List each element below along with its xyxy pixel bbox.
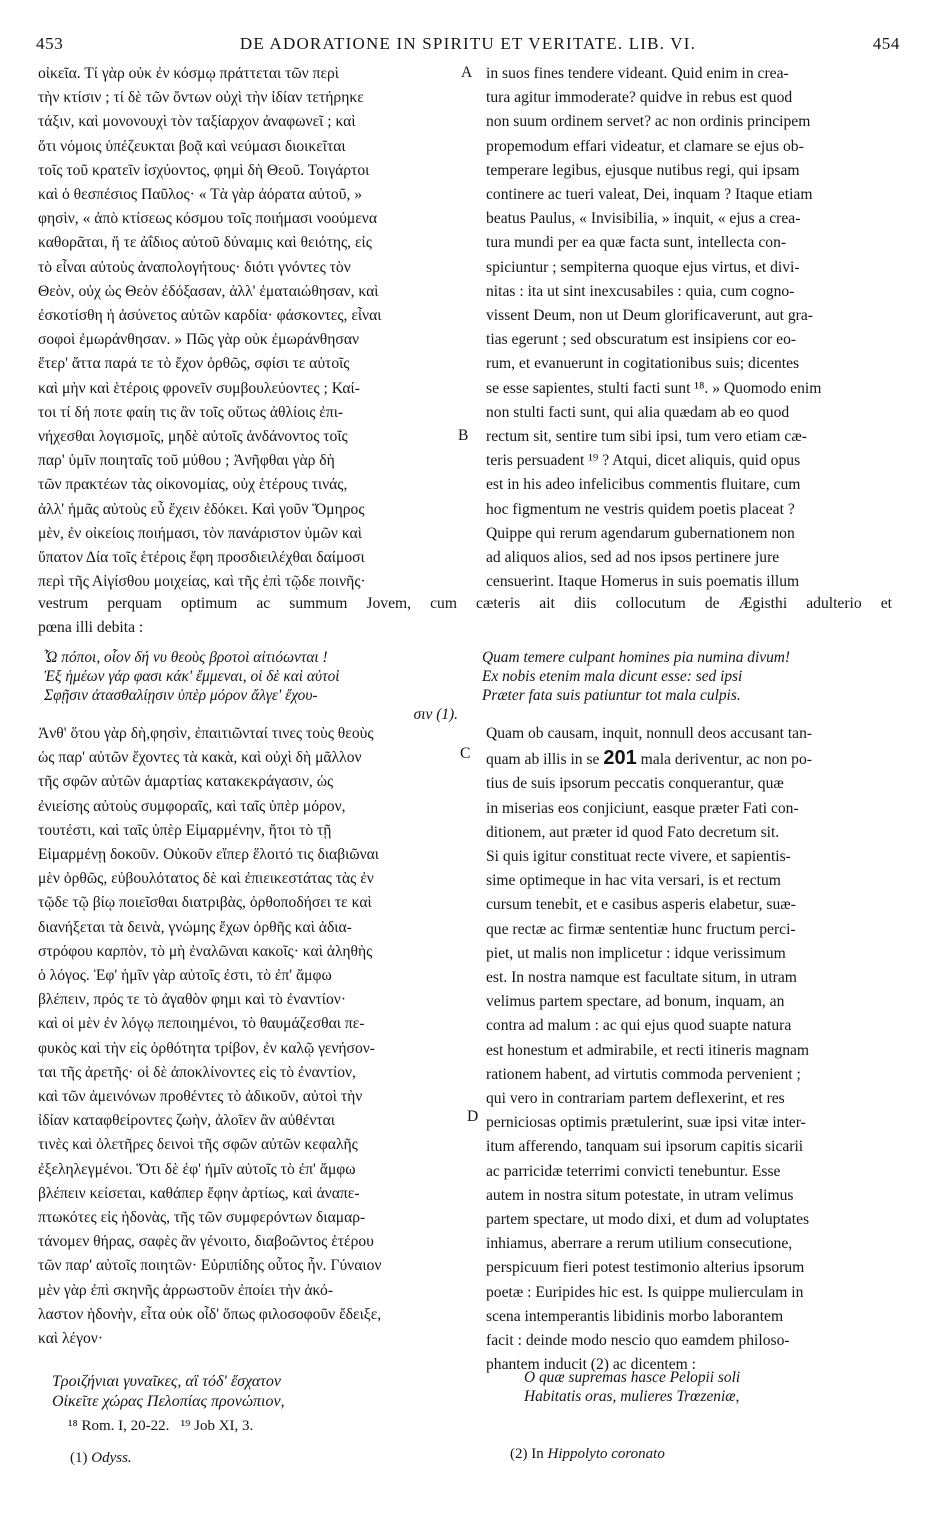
margin-letter-d: D (467, 1108, 479, 1125)
text-line: pœna illi debita : (38, 619, 144, 637)
verse-line: O quæ supremas hasce Pelopii soli (524, 1369, 741, 1386)
text-line: Εἱμαρμένῃ δοκοῦν. Οὐκοῦν εἴπερ ἕλοιτό τις διαβιῶναι (38, 846, 379, 864)
text-line: ac parricidæ teterrimi convicti tenebuntur. Esse (486, 1162, 781, 1180)
text-line: tias egerunt ; sed obscuratum est insipiens cor eo- (486, 331, 797, 349)
footnote-text: Hippolyto coronato (547, 1446, 665, 1462)
text-line: propemodum effari videatur, et clamare se ejus ob- (486, 137, 804, 155)
text-line: καθορᾶται, ἥ τε ἀΐδιος αὐτοῦ δύναμις καὶ θειότης, εἰς (38, 234, 372, 252)
page-header (36, 34, 900, 60)
greek-verse-quote-2 (52, 1372, 462, 1412)
margin-letter-b: B (458, 427, 469, 444)
verse-line: σιν (1). (413, 706, 458, 723)
text-line: τοι τί δή ποτε φαίη τις ἂν τοῖς οὕτως ἀθλίοις ἐπι- (38, 403, 344, 421)
text-line: rationem habent, ad virtutis commoda pervenient ; (486, 1065, 801, 1083)
text-line: perniciosas optimis prætulerint, suæ ipsi vitæ inter- (486, 1114, 806, 1132)
text-line: τὸ εἶναι αὐτοὺς ἀναπολογήτους· διότι γνόντες τὸν (38, 258, 351, 276)
text-line: censuerint. Itaque Homerus in suis poematis illum (486, 573, 800, 591)
text-line: ται τῆς ἀρετῆς· οἱ δὲ ἀποκλίνοντες εἰς τὸ ἐναντίον, (38, 1063, 356, 1081)
running-title: DE ADORATIONE IN SPIRITU ET VERITATE. LIB. VI. (239, 34, 697, 53)
text-line: inhiamus, aberrare a rerum utilium consecutione, (486, 1235, 793, 1253)
latin-verse-quote-2 (524, 1368, 894, 1406)
text-line: ἐξεληλεγμένοι. Ὅτι δὲ ἐφ' ἡμῖν αὐτοῖς τὸ ἐπ' ἄμφω (38, 1160, 356, 1178)
text-line: autem in nostra situm potestate, in utram velimus (486, 1186, 794, 1204)
text-fragment: quam ab illis in se (486, 751, 600, 769)
footnote-text: Odyss. (91, 1450, 132, 1466)
text-line: nitas : ita ut sint inexcusabiles : quia, cum cogno- (486, 282, 795, 300)
edition-page-marker: 201 (603, 747, 637, 770)
text-line: τῆς σφῶν αὐτῶν ἁμαρτίας κατακεκράγασιν, ὡς (38, 773, 334, 791)
verse-line: Habitatis oras, mulieres Trœzeniæ, (524, 1388, 740, 1405)
text-line: facit : deinde modo nescio quo eamdem philoso- (486, 1332, 790, 1350)
text-line: καὶ ὁ θεσπέσιος Παῦλος· « Τὰ γὰρ ἀόρατα αὐτοῦ, » (38, 186, 363, 204)
text-line: partem spectare, ut modo dixi, et dum ad voluptates (486, 1211, 810, 1229)
text-line: τῶν πρακτέων τὰς οἰκονομίας, οὐχ ἑτέρους τινάς, (38, 476, 348, 494)
text-line: scena intemperantis libidinis morbo laborantem (486, 1307, 784, 1325)
footnote-number: (1) (70, 1450, 88, 1466)
text-line: οἰκεῖα. Τί γὰρ οὐκ ἐν κόσμῳ πράττεται τῶν περὶ (38, 65, 339, 82)
text-line: λαστον ἡδονὴν, εἶτα οὐκ οἶδ' ὅπως φιλοσοφοῦν ἔδειξε, (38, 1305, 382, 1323)
verse-line: Τροιζήνιαι γυναῖκες, αἳ τόδ' ἔσχατον (52, 1373, 281, 1390)
text-line: tius de suis ipsorum peccatis conquerantur, quæ (486, 775, 784, 793)
text-line: ditionem, aut præter id quod Fato decretum sit. (486, 823, 780, 841)
text-line: qui vero in contrariam partem deflexerint, et res (486, 1090, 785, 1108)
verse-line: Ὦ πόποι, οἷον δή νυ θεοὺς βροτοὶ αἰτιόωνται ! (44, 649, 328, 666)
text-line: tura mundi per ea quæ facta sunt, intellecta con- (486, 234, 787, 252)
text-line: μὲν γὰρ ἐπὶ σκηνῆς ἀρρωστοῦν ἐποίει τὴν ἀκό- (38, 1281, 334, 1299)
text-line: ὕπατον Δία τοῖς ἑτέροις ἔφη προσδιειλέχθαι δαίμοσι (38, 549, 365, 567)
text-line: in miserias eos conjiciunt, easque præter Fati con- (486, 799, 799, 817)
text-line: in suos fines tendere videant. Quid enim in crea- (486, 65, 789, 82)
text-line: spiciuntur ; sempiterna quoque ejus virtus, et divi- (486, 258, 800, 276)
text-line: poetæ : Euripides hic est. Is quippe mulierculam in (486, 1283, 804, 1301)
text-line (486, 746, 892, 772)
text-fragment: mala deriventur, ac non po- (640, 751, 812, 769)
text-line: καὶ τῶν ἀμεινόνων προθέντες τὸ ἀδικοῦν, αὐτοὶ τὴν (38, 1088, 363, 1106)
verse-line: Præter fata suis patiuntur tot mala culpis. (482, 687, 741, 704)
page-number-left: 453 (36, 34, 64, 53)
text-line: Θεὸν, οὐχ ὡς Θεὸν ἐδόξασαν, ἀλλ' ἐματαιώθησαν, καὶ (38, 282, 379, 300)
text-line: sime optimeque in hac vita versari, is et rectum (486, 872, 781, 890)
footnote-1 (70, 1450, 132, 1467)
text-line: contra ad malum : ac qui ejus quod suapte natura (486, 1017, 792, 1035)
footnote-number: (2) In (510, 1446, 544, 1462)
text-line: est honestum et admirabile, et recti itineris magnam (486, 1041, 810, 1059)
text-line: Quam ob causam, inquit, nonnull deos accusant tan- (486, 725, 813, 742)
text-line: rum, et evanuerunt in cogitationibus suis; dicentes (486, 355, 800, 373)
text-line: vissent Deum, non ut Deum glorificaverunt, aut gra- (486, 307, 813, 325)
text-line: tura agitur immoderate? quidve in rebus est quod (486, 89, 793, 107)
text-line: est in his adeo infelicibus commentis fluitare, cum (486, 476, 801, 494)
text-line: ἕτερ' ἄττα παρά τε τὸ ἔχον ὀρθῶς, σφίσι τε αὐτοῖς (38, 355, 350, 373)
text-line: στρόφου καρπὸν, τὸ μὴ ἐναλῶναι κακοῖς· καὶ ἀληθὴς (38, 942, 373, 960)
text-line: ὁ λόγος. Ἐφ' ἡμῖν γὰρ αὐτοῖς ἐστι, τὸ ἐπ' ἄμφω (38, 967, 332, 985)
greek-verse-quote (44, 648, 464, 724)
text-line: καὶ λέγον· (38, 1330, 104, 1348)
text-line: διανήξεται τὰ δεινὰ, γνώμης ἔχων ὀρθῆς καὶ ἀδια- (38, 918, 352, 936)
text-line: que rectæ ac firmæ sententiæ hunc fructum perci- (486, 920, 796, 938)
text-line: piet, ut malis non implicetur : idque verissimum (486, 944, 786, 962)
margin-letter-c: C (460, 745, 471, 762)
verse-line: Σφῇσιν ἀτασθαλίῃσιν ὑπὲρ μόρον ἄλγε' ἔχου- (44, 687, 318, 704)
text-line: Quippe qui rerum agendarum gubernationem non (486, 524, 795, 542)
text-line: σοφοὶ ἐμωράνθησαν. » Πῶς γὰρ οὐκ ἐμωράνθησαν (38, 331, 360, 349)
text-line: non stulti facti sunt, qui alia quædam ab eo quod (486, 403, 790, 421)
text-line: τὴν κτίσιν ; τί δὲ τῶν ὄντων οὐχὶ τὴν ἰδίαν τετήρηκε (38, 89, 364, 107)
text-line: continere ac tueri valeat, Dei, inquam ? Itaque etiam (486, 186, 813, 204)
margin-letter-a: A (461, 64, 473, 81)
spanning-paragraph (38, 592, 892, 640)
text-line: vestrum perquam optimum ac summum Jovem, cum cæteris ait diis collocutum de Ægisthi adulterio et (38, 595, 892, 612)
verse-line: Ἐξ ἡμέων γάρ φασι κάκ' ἔμμεναι, οἱ δὲ καὶ αὐτοὶ (44, 668, 340, 685)
text-line: Si quis igitur constituat recte vivere, et sapientis- (486, 848, 791, 866)
text-line: se esse sapientes, stulti facti sunt ¹⁸. » Quomodo enim (486, 379, 822, 397)
text-line: μὲν, ἐν οἰκείοις ποιήμασι, τὸν πανάριστον ὑμῶν καὶ (38, 524, 362, 542)
text-line: ἀλλ' ἡμᾶς αὐτοὺς εὖ ἔχειν ἐδόκει. Καὶ γοῦν Ὅμηρος (38, 500, 365, 518)
text-line: τινὲς καὶ ὀλετῆρες δεινοὶ τῆς σφῶν αὐτῶν κεφαλῆς (38, 1136, 358, 1154)
text-line: rectum sit, sentire tum sibi ipsi, tum vero etiam cæ- (486, 428, 807, 446)
latin-verse-quote (482, 648, 892, 705)
text-line: περὶ τῆς Αἰγίσθου μοιχείας, καὶ τῆς ἐπὶ τῷδε ποινῆς· (38, 573, 366, 591)
text-line: καὶ μὴν καὶ ἑτέροις φρονεῖν συμβουλεύοντες ; Καί- (38, 379, 360, 397)
text-line: φησὶν, « ἀπὸ κτίσεως κόσμου τοῖς ποιήμασι νοούμενα (38, 210, 378, 228)
text-line: ἐνιείσης αὐτοὺς συμφοραῖς, καὶ ταῖς ὑπὲρ μόρον, (38, 797, 346, 815)
text-line: τῶν παρ' αὐτοῖς ποιητῶν· Εὐριπίδης οὗτος ἦν. Γύναιον (38, 1257, 382, 1275)
latin-column-top (486, 62, 892, 594)
verse-line: Ex nobis etenim mala dicunt esse: sed ipsi (482, 668, 743, 685)
text-line: ὡς παρ' αὐτῶν ἔχοντες τὰ κακὰ, καὶ οὐχὶ δὴ μᾶλλον (38, 749, 362, 767)
text-line: τάνομεν θήρας, σαφὲς ἂν γένοιτο, διαβοῶντος ἑτέρου (38, 1233, 374, 1251)
greek-column-bottom (38, 722, 470, 1351)
text-line: νήχεσθαι λογισμοῖς, μηδὲ αὐτοῖς ἀνδάνοντος τοῖς (38, 428, 348, 446)
text-line: cursum tenebit, et e casibus asperis elabetur, suæ- (486, 896, 796, 914)
text-line: τοῖς τοῦ κρατεῖν ἰσχύοντος, φημὶ δὴ Θεοῦ. Τοιγάρτοι (38, 161, 370, 179)
text-line: βλέπειν κείσεται, καθάπερ ἔφην ἀρτίως, καὶ ἀναπε- (38, 1184, 360, 1202)
text-line: itum afferendo, tanquam sui ipsorum capitis sicarii (486, 1138, 804, 1156)
text-line: τουτέστι, καὶ ταῖς ὑπὲρ Εἱμαρμένην, ἤτοι τὸ τῇ (38, 821, 332, 839)
verse-line: Οἰκεῖτε χώρας Πελοπίας προνώπιον, (52, 1393, 285, 1410)
text-line: καὶ οἱ μὲν ἐν λόγῳ πεποιημένοι, τὸ θαυμάζεσθαι πε- (38, 1015, 365, 1033)
text-line: ἐσκοτίσθη ἡ ἀσύνετος αὐτῶν καρδία· φάσκοντες, εἶναι (38, 307, 382, 325)
verse-line: Quam temere culpant homines pia numina divum! (482, 649, 791, 666)
greek-column-top (38, 62, 473, 594)
text-line: est. In nostra namque est facultate situm, in utram (486, 969, 797, 987)
text-line: ὅτι νόμοις ὑπέζευκται βοᾷ καὶ νεύμασι διοικεῖται (38, 137, 346, 155)
text-line: ἰδίαν καταφθείροντες ζωὴν, ἀλοῖεν ἂν αὐθένται (38, 1112, 336, 1130)
text-line: temperare legibus, ejusque nutibus regi, qui ipsam (486, 161, 800, 179)
footnote-2 (510, 1446, 665, 1463)
text-line: hoc figmentum ne vestris quidem poetis placeat ? (486, 500, 795, 518)
text-line: velimus partem spectare, ad bonum, inquam, an (486, 993, 785, 1011)
text-line: τάξιν, καὶ μονονουχὶ τὸν ταξίαρχον ἀναφωνεῖ ; καὶ (38, 113, 356, 131)
text-line: τῷδε τῷ βίῳ ποιεῖσθαι διατριβὰς, ὀρθοποδήσει τε καὶ (38, 894, 372, 912)
text-line: μὲν ὀρθῶς, εὐβουλότατος δὲ καὶ ἐπιεικεστάτας τὰς ἐν (38, 870, 374, 888)
page-number-right: 454 (872, 34, 900, 53)
text-line: teris persuadent ¹⁹ ? Atqui, dicet aliquis, quid opus (486, 452, 801, 470)
text-line: phantem inducit (2) ac dicentem : (486, 1356, 697, 1374)
text-line: παρ' ὑμῖν ποιηταῖς τοῦ μύθου ; Ἀνῆφθαι γὰρ δὴ (38, 452, 335, 470)
text-line: non suum ordinem servet? ac non ordinis principem (486, 113, 811, 131)
text-line: φυκὸς καὶ τὴν εἰς ὀρθότητα τρίβον, ἐν καλῷ γενήσον- (38, 1039, 375, 1057)
text-line: beatus Paulus, « Invisibilia, » inquit, « ejus a crea- (486, 210, 801, 228)
text-line: πτωκότες εἰς ἡδονὰς, τῆς τῶν συμφερόντων διαμαρ- (38, 1209, 366, 1227)
text-line: Ἀνθ' ὅτου γὰρ δὴ,φησὶν, ἐπαιτιῶνταί τινες τοὺς θεοὺς (38, 725, 374, 742)
text-line: ad aliquos alios, sed ad nos ipsos pertinere jure (486, 549, 780, 567)
scripture-footnotes: ¹⁸ Rom. I, 20-22. ¹⁹ Job XI, 3. (68, 1418, 254, 1434)
text-line: βλέπειν, πρός τε τὸ ἀγαθὸν φημι καὶ τὸ ἐναντίον· (38, 991, 347, 1009)
latin-column-bottom (486, 722, 892, 1377)
text-line: perspicuum fieri potest testimonio alterius ipsorum (486, 1259, 805, 1277)
